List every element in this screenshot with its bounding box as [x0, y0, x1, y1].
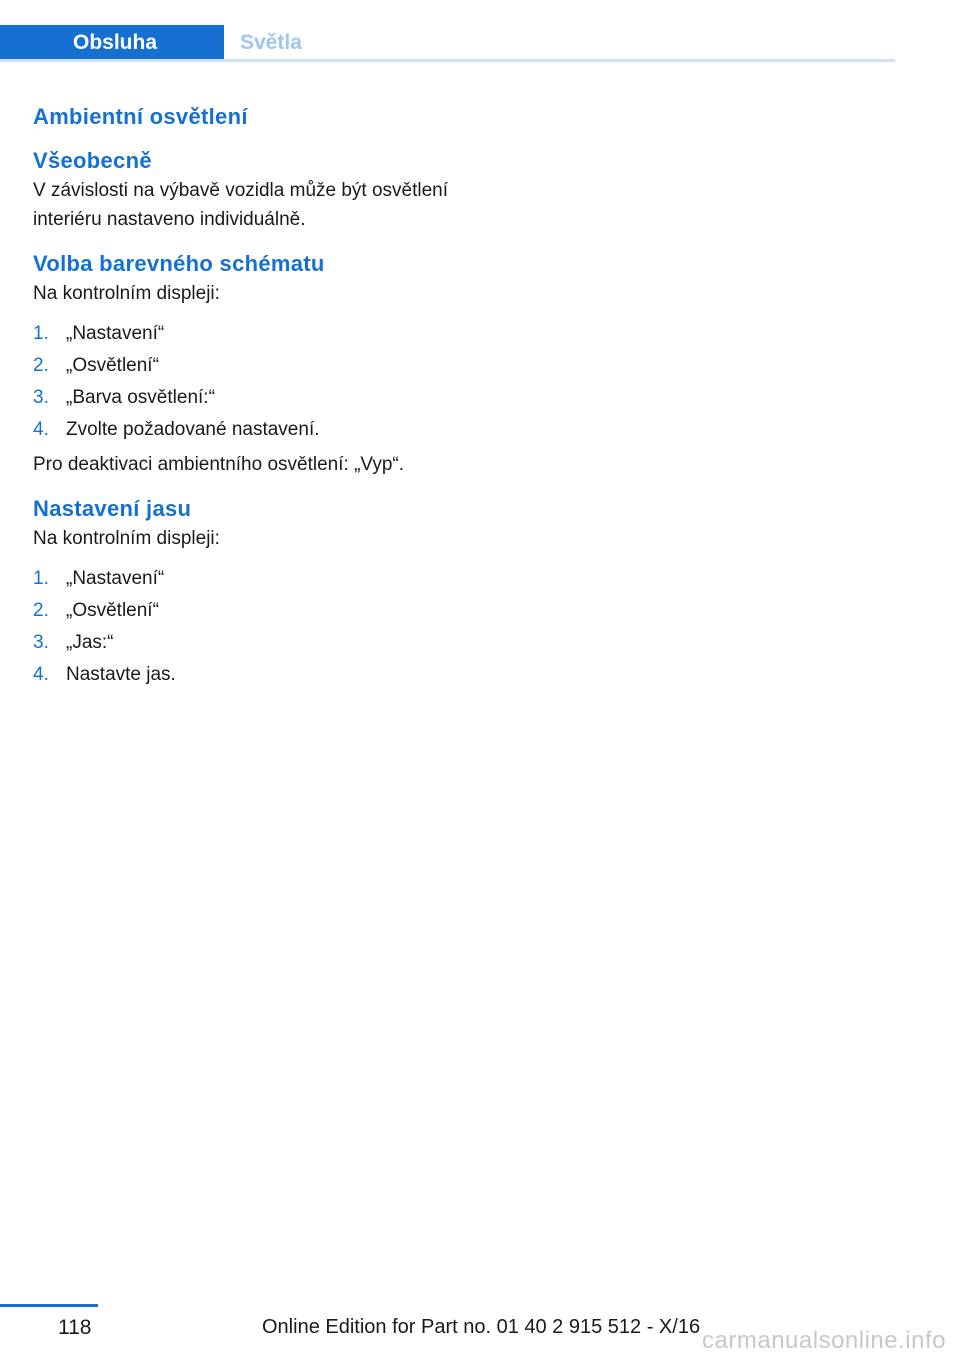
header-tabbar: [0, 25, 895, 62]
page-title: Ambientní osvětlení: [33, 104, 248, 129]
section-heading: Všeobecně: [33, 148, 152, 173]
section-intro: Na kontrolním displeji:: [33, 283, 220, 304]
step-text: „Osvětlení“: [66, 600, 159, 621]
steps-list: [33, 318, 453, 446]
steps-list: [33, 563, 453, 691]
step-number: 2.: [33, 600, 49, 621]
list-item: [33, 627, 453, 659]
step-number: 1.: [33, 323, 49, 344]
header-rule: [0, 59, 895, 62]
section-heading: Volba barevného schématu: [33, 251, 325, 276]
section-general: [33, 146, 453, 234]
list-item: [33, 350, 453, 382]
tab-obsluha[interactable]: Obsluha: [0, 25, 224, 62]
footer-rule: [0, 1304, 98, 1307]
list-item: [33, 382, 453, 414]
step-number: 3.: [33, 387, 49, 408]
list-item: [33, 563, 453, 595]
step-text: „Osvětlení“: [66, 355, 159, 376]
edition-note: Online Edition for Part no. 01 40 2 915 512 - X/16: [262, 1316, 701, 1338]
step-text: „Barva osvětlení:“: [66, 387, 215, 408]
tab-svetla[interactable]: Světla: [240, 31, 302, 54]
list-item: [33, 318, 453, 350]
step-number: 3.: [33, 632, 49, 653]
section-note: Pro deaktivaci ambientního osvětlení: „Vyp“.: [33, 454, 405, 475]
step-text: „Jas:“: [66, 632, 114, 653]
watermark-text: carmanualsonline.info: [702, 1327, 946, 1354]
step-text: „Nastavení“: [66, 568, 165, 589]
section-heading: Nastavení jasu: [33, 496, 192, 521]
main-content: [33, 100, 453, 706]
list-item: [33, 595, 453, 627]
list-item: [33, 414, 453, 446]
section-paragraph: V závislosti na výbavě vozidla může být osvětlení interiéru nastaveno individuálně.: [33, 180, 449, 230]
page-number: 118: [58, 1316, 92, 1339]
step-text: „Nastavení“: [66, 323, 165, 344]
step-text: Zvolte požadované nastavení.: [66, 419, 320, 440]
step-text: Nastavte jas.: [66, 664, 176, 685]
step-number: 2.: [33, 355, 49, 376]
section-color-scheme: [33, 249, 453, 479]
step-number: 4.: [33, 419, 49, 440]
section-brightness: [33, 494, 453, 691]
step-number: 1.: [33, 568, 49, 589]
section-intro: Na kontrolním displeji:: [33, 528, 220, 549]
list-item: [33, 659, 453, 691]
step-number: 4.: [33, 664, 49, 685]
